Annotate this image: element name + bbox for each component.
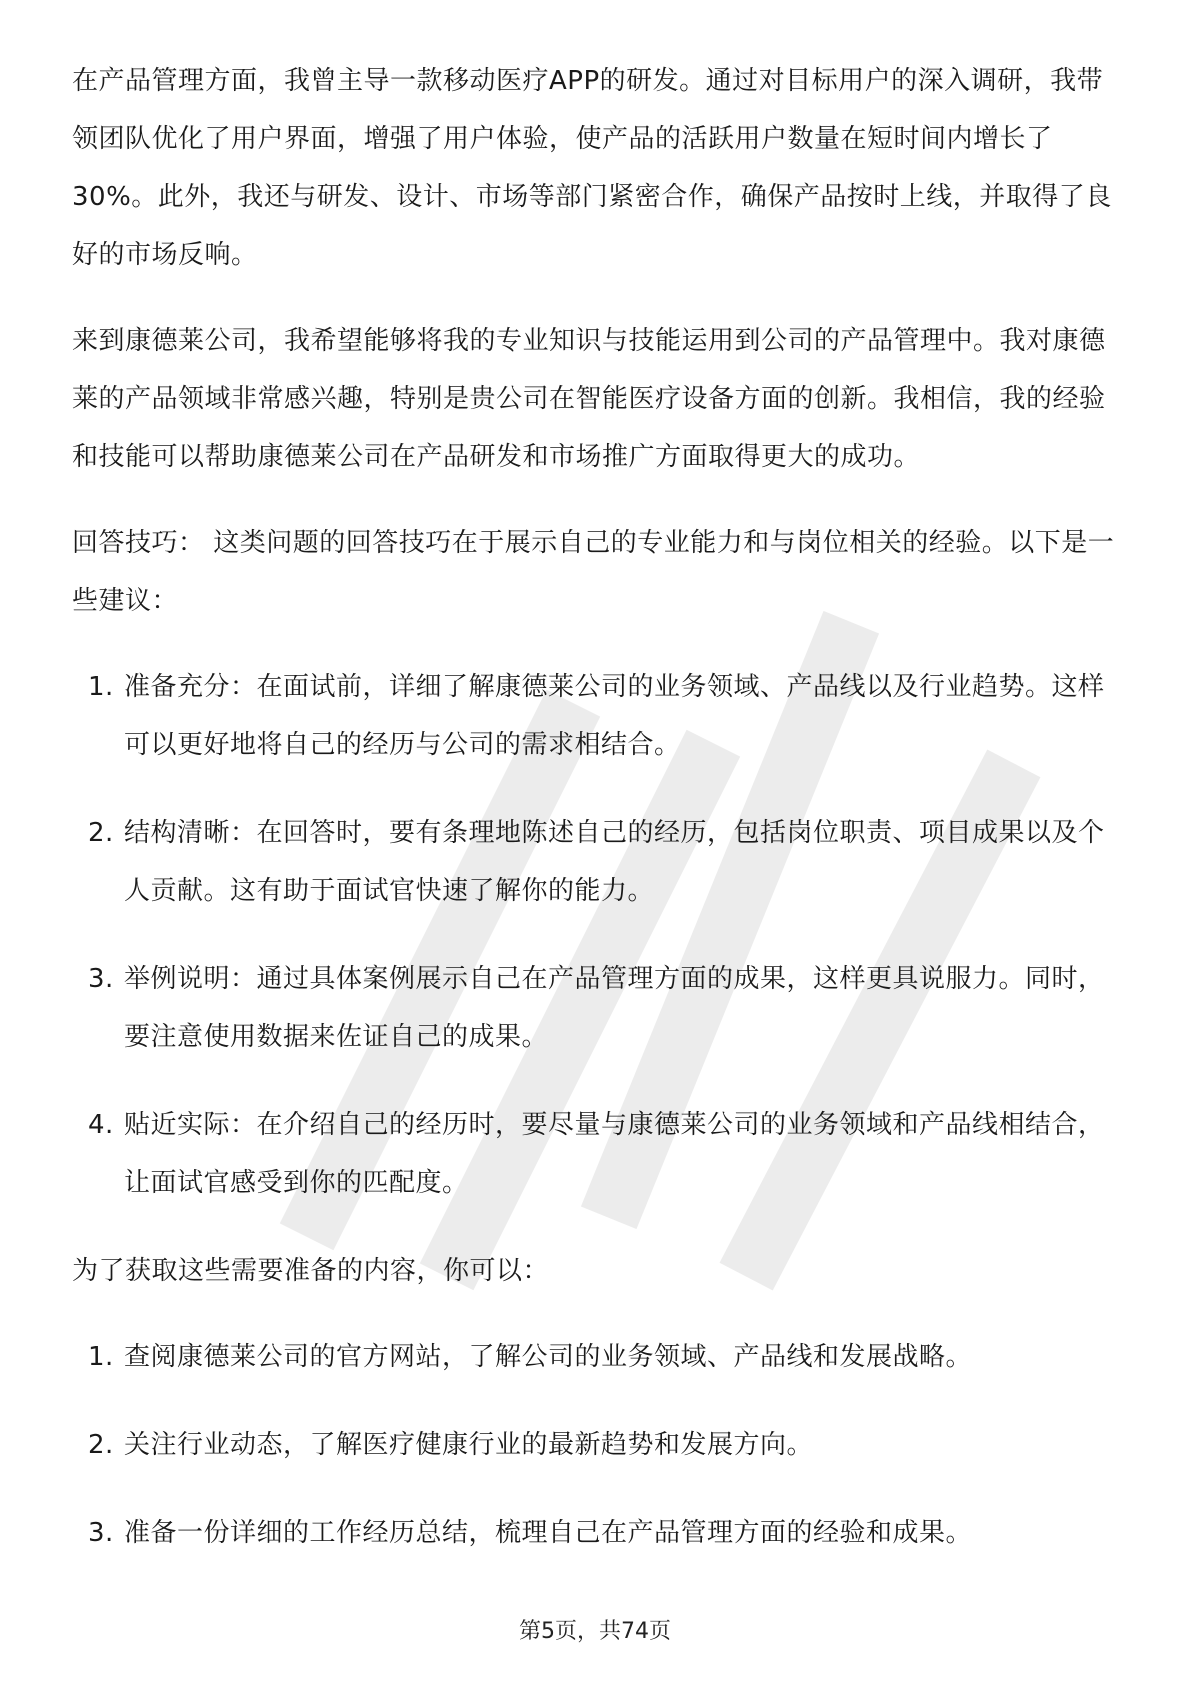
list-number: 2. <box>88 818 114 848</box>
tips-list <box>72 658 1122 1212</box>
page-number-footer: 第5页，共74页 <box>519 1619 671 1644</box>
list-number: 3. <box>88 964 114 994</box>
list-item <box>72 950 1122 1066</box>
list-number: 1. <box>88 672 114 702</box>
list-item <box>72 1504 1122 1562</box>
list-text: 举例说明：通过具体案例展示自己在产品管理方面的成果，这样更具说服力。同时，要注意使用数据来佐证自己的成果。 <box>124 964 1105 1052</box>
list-text: 准备一份详细的工作经历总结，梳理自己在产品管理方面的经验和成果。 <box>124 1518 973 1548</box>
list-number: 1. <box>88 1342 114 1372</box>
paragraph-motivation: 来到康德莱公司，我希望能够将我的专业知识与技能运用到公司的产品管理中。我对康德莱的产品领域非常感兴趣，特别是贵公司在智能医疗设备方面的创新。我相信，我的经验和技能可以帮助康德莱公司在产品研发和市场推广方面取得更大的成功。 <box>72 326 1106 472</box>
list-item <box>72 1096 1122 1212</box>
document-body <box>72 52 1122 1592</box>
list-item <box>72 658 1122 774</box>
list-item <box>72 804 1122 920</box>
prep-list <box>72 1328 1122 1562</box>
list-number: 2. <box>88 1430 114 1460</box>
list-text: 贴近实际：在介绍自己的经历时，要尽量与康德莱公司的业务领域和产品线相结合，让面试官感受到你的匹配度。 <box>124 1110 1105 1198</box>
list-text: 查阅康德莱公司的官方网站，了解公司的业务领域、产品线和发展战略。 <box>124 1342 973 1372</box>
paragraph-tips-intro: 回答技巧： 这类问题的回答技巧在于展示自己的专业能力和与岗位相关的经验。以下是一些建议： <box>72 528 1115 616</box>
list-text: 准备充分：在面试前，详细了解康德莱公司的业务领域、产品线以及行业趋势。这样可以更好地将自己的经历与公司的需求相结合。 <box>124 672 1105 760</box>
list-text: 结构清晰：在回答时，要有条理地陈述自己的经历，包括岗位职责、项目成果以及个人贡献。这有助于面试官快速了解你的能力。 <box>124 818 1105 906</box>
list-item <box>72 1416 1122 1474</box>
list-text: 关注行业动态，了解医疗健康行业的最新趋势和发展方向。 <box>124 1430 814 1460</box>
list-number: 3. <box>88 1518 114 1548</box>
list-number: 4. <box>88 1110 114 1140</box>
list-item <box>72 1328 1122 1386</box>
paragraph-prep-intro: 为了获取这些需要准备的内容，你可以： <box>72 1256 550 1286</box>
paragraph-experience: 在产品管理方面，我曾主导一款移动医疗APP的研发。通过对目标用户的深入调研，我带领团队优化了用户界面，增强了用户体验，使产品的活跃用户数量在短时间内增长了30%。此外，我还与研发、设计、市场等部门紧密合作，确保产品按时上线，并取得了良好的市场反响。 <box>72 66 1112 270</box>
